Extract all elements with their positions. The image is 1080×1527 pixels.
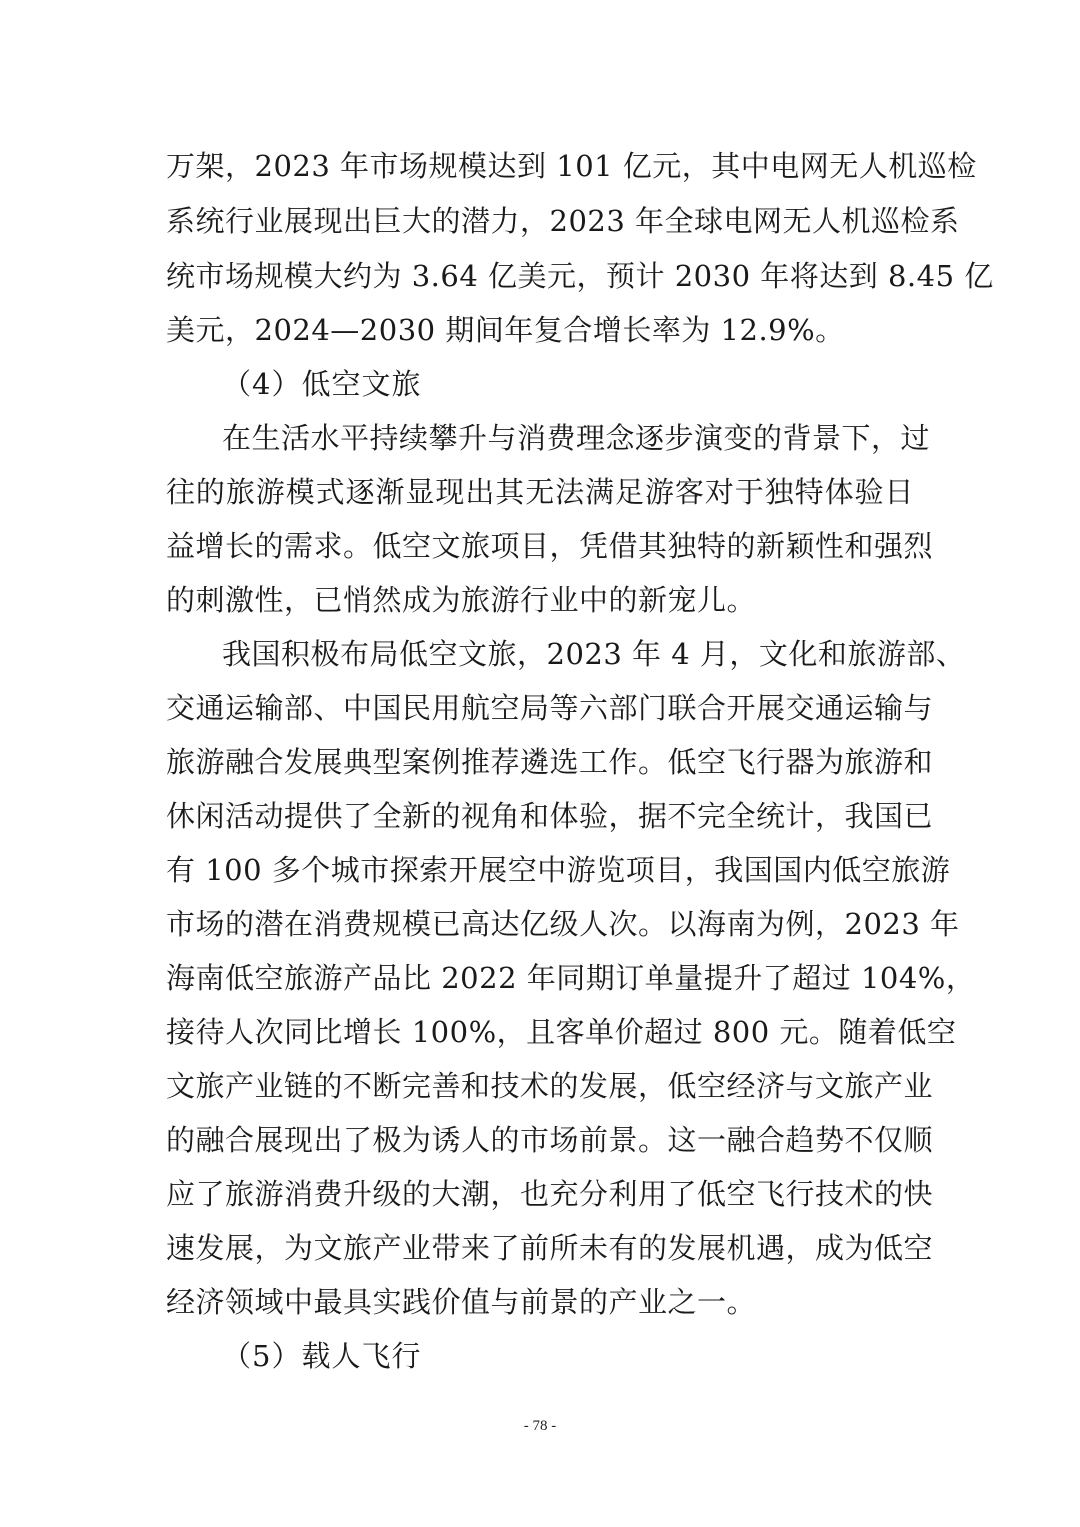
paragraph-1-line-2: 系统行业展现出巨大的潜力，2023 年全球电网无人机巡检系 [166,204,960,238]
paragraph-3-line-13: 经济领域中最具实践价值与前景的产业之一。 [166,1285,757,1319]
paragraph-3-line-10: 的融合展现出了极为诱人的市场前景。这一融合趋势不仅顺 [166,1123,934,1157]
section-heading-4: （4）低空文旅 [222,367,422,401]
paragraph-1-line-4: 美元，2024—2030 期间年复合增长率为 12.9%。 [166,313,845,347]
paragraph-3-line-12: 速发展，为文旅产业带来了前所未有的发展机遇，成为低空 [166,1231,934,1265]
paragraph-3-line-11: 应了旅游消费升级的大潮，也充分利用了低空飞行技术的快 [166,1177,934,1211]
paragraph-3-line-1: 我国积极布局低空文旅，2023 年 4 月，文化和旅游部、 [222,637,966,671]
paragraph-2-line-2: 往的旅游模式逐渐显现出其无法满足游客对于独特体验日 [166,475,914,509]
paragraph-3-line-9: 文旅产业链的不断完善和技术的发展，低空经济与文旅产业 [166,1069,934,1103]
paragraph-1-line-3: 统市场规模大约为 3.64 亿美元，预计 2030 年将达到 8.45 亿 [166,259,994,293]
section-heading-5: （5）载人飞行 [222,1339,422,1373]
paragraph-2-line-1: 在生活水平持续攀升与消费理念逐步演变的背景下，过 [222,421,931,455]
paragraph-3-line-7: 海南低空旅游产品比 2022 年同期订单量提升了超过 104%， [166,961,976,995]
paragraph-3-line-2: 交通运输部、中国民用航空局等六部门联合开展交通运输与 [166,691,934,725]
paragraph-3-line-3: 旅游融合发展典型案例推荐遴选工作。低空飞行器为旅游和 [166,745,934,779]
paragraph-1-line-1: 万架，2023 年市场规模达到 101 亿元，其中电网无人机巡检 [166,149,977,183]
paragraph-3-line-5: 有 100 多个城市探索开展空中游览项目，我国国内低空旅游 [166,853,951,887]
paragraph-3-line-4: 休闲活动提供了全新的视角和体验，据不完全统计，我国已 [166,799,934,833]
paragraph-2-line-3: 益增长的需求。低空文旅项目，凭借其独特的新颖性和强烈 [166,529,934,563]
page-number: - 78 - [523,1418,557,1434]
paragraph-3-line-6: 市场的潜在消费规模已高达亿级人次。以海南为例，2023 年 [166,907,960,941]
paragraph-2-line-4: 的刺激性，已悄然成为旅游行业中的新宠儿。 [166,583,757,617]
paragraph-3-line-8: 接待人次同比增长 100%，且客单价超过 800 元。随着低空 [166,1015,957,1049]
